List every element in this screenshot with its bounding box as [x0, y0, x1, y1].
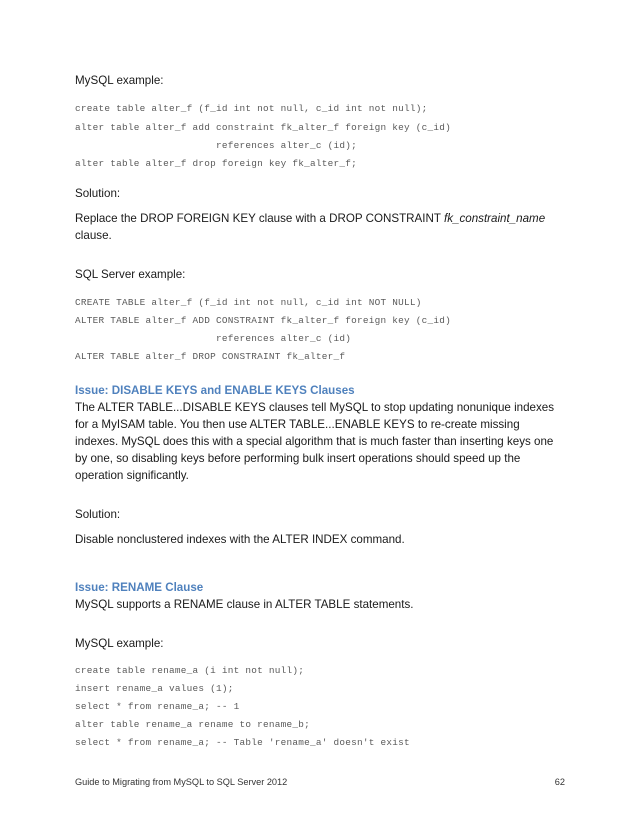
mysql-example-label: MySQL example: [75, 74, 164, 87]
solution-text: Disable nonclustered indexes with the ALTER INDEX command. [75, 533, 405, 546]
code-line: references alter_c (id) [75, 333, 352, 344]
issue-heading: Issue: RENAME Clause [75, 581, 204, 594]
solution-label: Solution: [75, 187, 121, 200]
issue-heading: Issue: DISABLE KEYS and ENABLE KEYS Clauses [75, 384, 355, 397]
code-line: select * from rename_a; -- 1 [75, 701, 240, 712]
paragraph-line: indexes. MySQL does this with a special algorithm that is much faster than inserting keys one [75, 435, 554, 448]
mysql-example-label: MySQL example: [75, 637, 164, 650]
code-line: create table rename_a (i int not null); [75, 665, 305, 676]
code-line: ALTER TABLE alter_f ADD CONSTRAINT fk_alter_f foreign key (c_id) [75, 315, 452, 326]
solution-label: Solution: [75, 508, 121, 521]
code-line: alter table rename_a rename to rename_b; [75, 719, 311, 730]
code-line: select * from rename_a; -- Table 'rename_a' doesn't exist [75, 737, 410, 748]
paragraph-line: by one, so disabling keys before performing bulk insert operations should speed up the [75, 452, 521, 465]
solution-text-italic: fk_constraint_name [443, 212, 546, 225]
code-line: ALTER TABLE alter_f DROP CONSTRAINT fk_alter_f [75, 351, 346, 362]
solution-text [75, 211, 545, 227]
code-line: references alter_c (id); [75, 140, 358, 151]
paragraph-line: The ALTER TABLE...DISABLE KEYS clauses tell MySQL to stop updating nonunique indexes [75, 401, 555, 414]
code-line: CREATE TABLE alter_f (f_id int not null, c_id int NOT NULL) [75, 297, 422, 308]
paragraph-line: MySQL supports a RENAME clause in ALTER TABLE statements. [75, 598, 414, 611]
paragraph-line: operation significantly. [75, 469, 189, 482]
solution-text-plain: Replace the DROP FOREIGN KEY clause with a DROP CONSTRAINT [75, 212, 444, 225]
code-line: insert rename_a values (1); [75, 683, 234, 694]
code-line: alter table alter_f add constraint fk_alter_f foreign key (c_id) [75, 122, 452, 133]
code-line: alter table alter_f drop foreign key fk_alter_f; [75, 158, 358, 169]
paragraph-line: for a MyISAM table. You then use ALTER TABLE...ENABLE KEYS to re-create missing [75, 418, 520, 431]
page-number: 62 [554, 777, 565, 787]
solution-text-continued: clause. [75, 229, 112, 242]
code-line: create table alter_f (f_id int not null, c_id int not null); [75, 103, 428, 114]
footer-title: Guide to Migrating from MySQL to SQL Server 2012 [75, 777, 288, 787]
sqlserver-example-label: SQL Server example: [75, 268, 186, 281]
